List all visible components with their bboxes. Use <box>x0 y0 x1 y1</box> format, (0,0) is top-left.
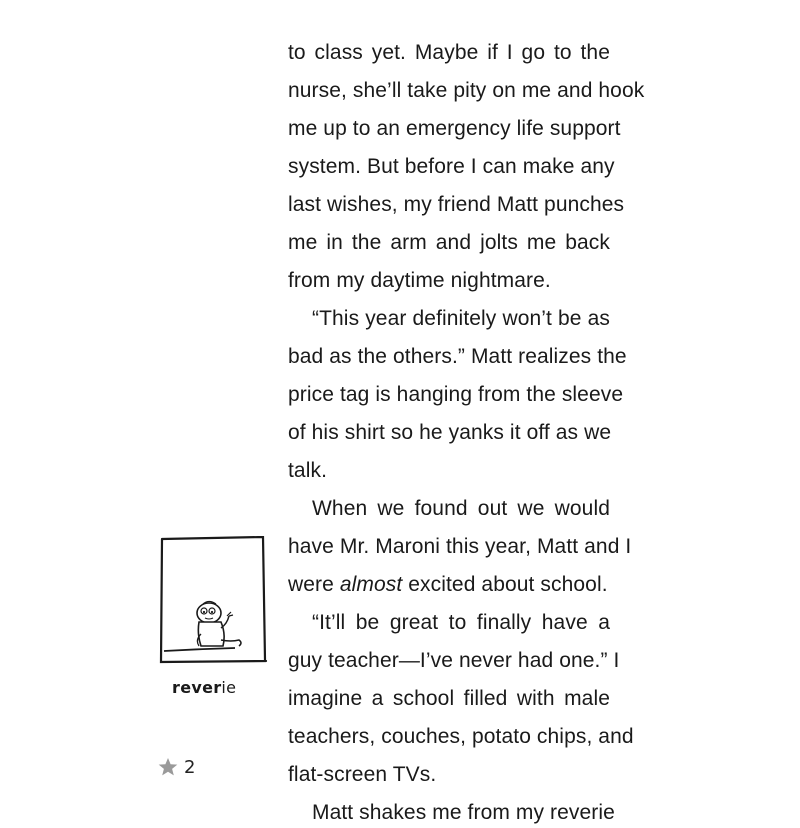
caption-part: rever <box>172 678 222 697</box>
caption-part: e <box>226 678 237 697</box>
text-line: guy teacher—I’ve never had one.” I <box>288 649 620 672</box>
star-icon <box>158 757 178 777</box>
text-line: of his shirt so he yanks it off as we <box>288 421 612 444</box>
text-line: me up to an emergency life support <box>288 117 621 140</box>
text-line: to class yet. Maybe if I go to the <box>288 41 610 64</box>
text-line: “It’ll be great to finally have a <box>312 611 610 634</box>
text-line: from my daytime nightmare. <box>288 269 551 292</box>
window-doodle-illustration <box>159 536 269 664</box>
text-line: last wishes, my friend Matt punches <box>288 193 625 216</box>
text-line: me in the arm and jolts me back <box>288 231 610 254</box>
text-line: system. But before I can make any <box>288 155 615 178</box>
text-line: “This year definitely won’t be as <box>312 307 610 330</box>
text-line: have Mr. Maroni this year, Matt and I <box>288 535 632 558</box>
text-run: were <box>288 573 340 596</box>
text-line: bad as the others.” Matt realizes the <box>288 345 627 368</box>
text-run: excited about school. <box>402 573 608 596</box>
text-line: When we found out we would <box>312 497 610 520</box>
text-line: teachers, couches, potato chips, and <box>288 725 634 748</box>
text-line: talk. <box>288 459 328 482</box>
italic-word: almost <box>339 573 403 596</box>
illustration-caption <box>172 678 236 697</box>
text-line: Matt shakes me from my reverie <box>312 801 615 824</box>
text-line: imagine a school filled with male <box>288 687 610 710</box>
text-line: flat-screen TVs. <box>288 763 437 786</box>
text-line <box>288 570 608 600</box>
caption-part: i <box>221 678 227 697</box>
text-line: price tag is hanging from the sleeve <box>288 383 624 406</box>
text-line: nurse, she’ll take pity on me and hook <box>288 79 645 102</box>
page-footer <box>158 752 195 782</box>
page-number: 2 <box>184 756 196 778</box>
